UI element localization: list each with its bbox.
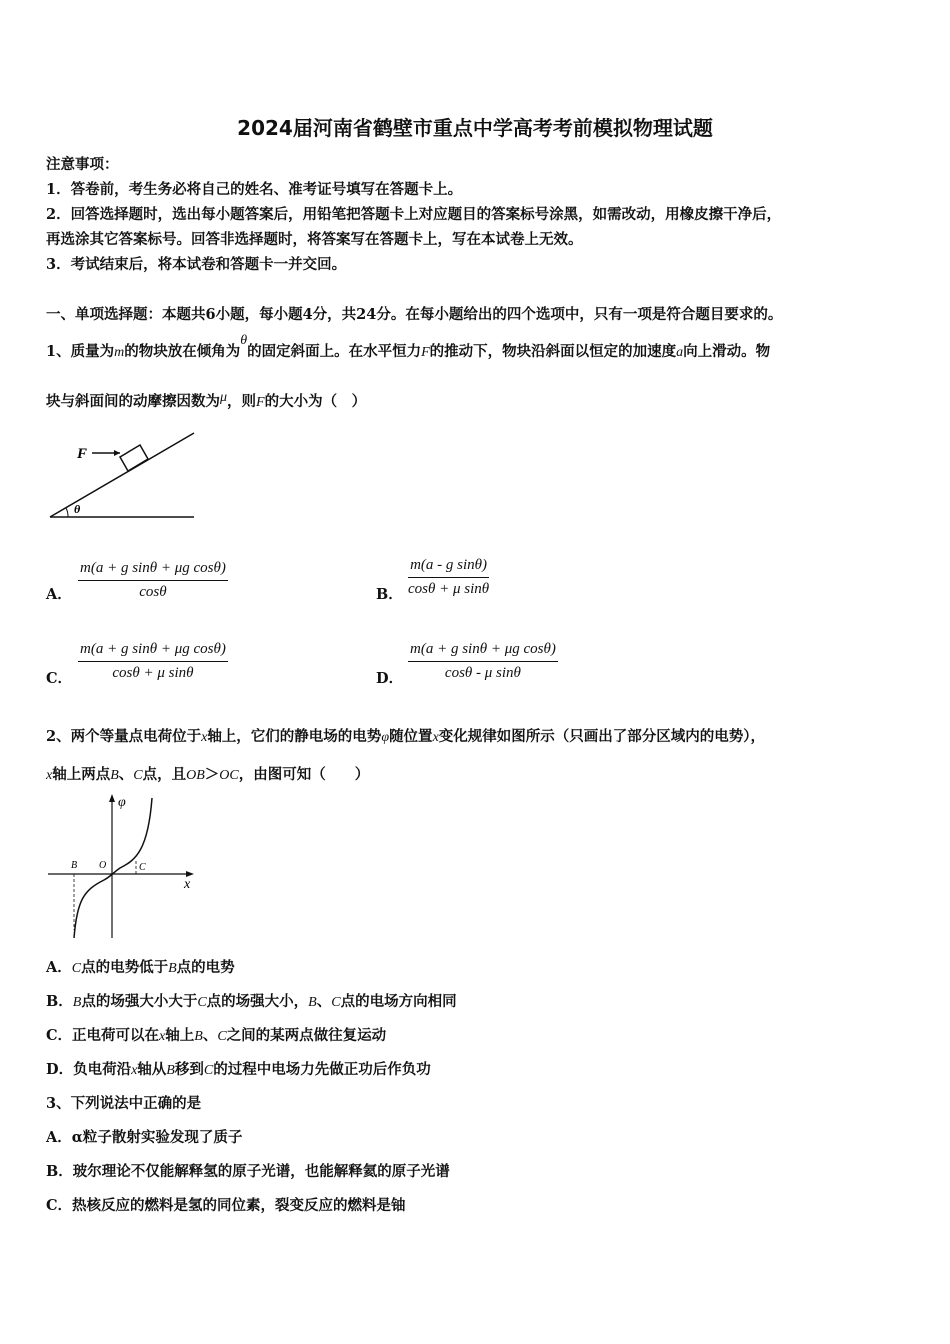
- phi-axis-label: φ: [118, 795, 126, 810]
- q2-option-b: B．B点的场强大小大于C点的场强大小，B、C点的电场方向相同: [46, 993, 457, 1010]
- notice-item: 2．回答选择题时，选出每小题答案后，用铅笔把答题卡上对应题目的答案标号涂黑，如需改动，用橡皮擦干净后，: [46, 206, 782, 223]
- x-axis-label: x: [184, 877, 191, 892]
- q2-option-a: A．C点的电势低于B点的电势: [46, 959, 235, 976]
- q3-option-c: C．热核反应的燃料是氢的同位素，裂变反应的燃料是铀: [46, 1197, 406, 1214]
- q1-option-b-label: B．: [376, 586, 403, 603]
- block: [120, 445, 148, 471]
- q1-option-a-formula: $\frac{\text{m(a + g sinθ + μg cosθ)}}{\cos\theta}$: [80, 560, 226, 600]
- q1-option-a-label: A．: [46, 586, 72, 603]
- q3-option-b: B．玻尔理论不仅能解释氢的原子光谱，也能解释氦的原子光谱: [46, 1163, 450, 1180]
- q3-stem: 3、下列说法中正确的是: [46, 1095, 202, 1112]
- q1-option-b-formula: $\frac{\text{m(a - g sinθ)}}{\text{cosθ + μ sinθ}}$: [408, 557, 490, 597]
- q1-option-c-label: C．: [46, 670, 73, 687]
- q2-stem-line2: x轴上两点B、C点，且OB＞OC，由图可知（ ）: [46, 766, 370, 783]
- page-title: 2024届河南省鹤壁市重点中学高考考前模拟物理试题: [237, 116, 713, 140]
- q1-option-d-formula: $\frac{\text{m(a + g sinθ + μg cosθ)}}{\text{cosθ - μ sinθ}}$: [410, 641, 556, 681]
- potential-graph: [44, 790, 204, 942]
- q1-option-d-label: D．: [376, 670, 404, 687]
- angle-label: θ: [74, 502, 81, 516]
- q1-option-c-formula: $\frac{\text{m(a + g sinθ + μg cosθ)}}{\text{cosθ + μ sinθ}}$: [80, 641, 226, 681]
- point-o-label: O: [99, 860, 107, 871]
- q2-option-c: C．正电荷可以在x轴上B、C之间的某两点做往复运动: [46, 1027, 387, 1044]
- point-b-label: B: [71, 860, 78, 871]
- q3-option-a: A．α粒子散射实验发现了质子: [46, 1129, 243, 1146]
- q2-stem-line1: 2、两个等量点电荷位于x轴上，它们的静电场的电势φ随位置x变化规律如图所示（只画出了部分区域内的电势），: [46, 728, 766, 745]
- notice-heading: 注意事项：: [46, 156, 119, 173]
- q1-stem-line2: 块与斜面间的动摩擦因数为μ，则F的大小为（ ）: [46, 390, 367, 410]
- notice-item: 再选涂其它答案标号。回答非选择题时，将答案写在答题卡上，写在本试卷上无效。: [46, 231, 583, 248]
- notice-item: 3．考试结束后，将本试卷和答题卡一并交回。: [46, 256, 347, 273]
- q2-option-d: D．负电荷沿x轴从B移到C的过程中电场力先做正功后作负功: [46, 1061, 431, 1078]
- point-c-label: C: [139, 862, 146, 873]
- section-heading: 一、单项选择题：本题共6小题，每小题4分，共24分。在每小题给出的四个选项中，只有一项是符合题目要求的。: [46, 306, 783, 323]
- q1-stem-line1: 1、质量为m的物块放在倾角为θ的固定斜面上。在水平恒力F的推动下，物块沿斜面以恒定的加速度a向上滑动。物: [46, 333, 771, 360]
- notice-item: 1．答卷前，考生务必将自己的姓名、准考证号填写在答题卡上。: [46, 181, 463, 198]
- force-label: F: [77, 446, 88, 462]
- incline-diagram: [44, 425, 204, 525]
